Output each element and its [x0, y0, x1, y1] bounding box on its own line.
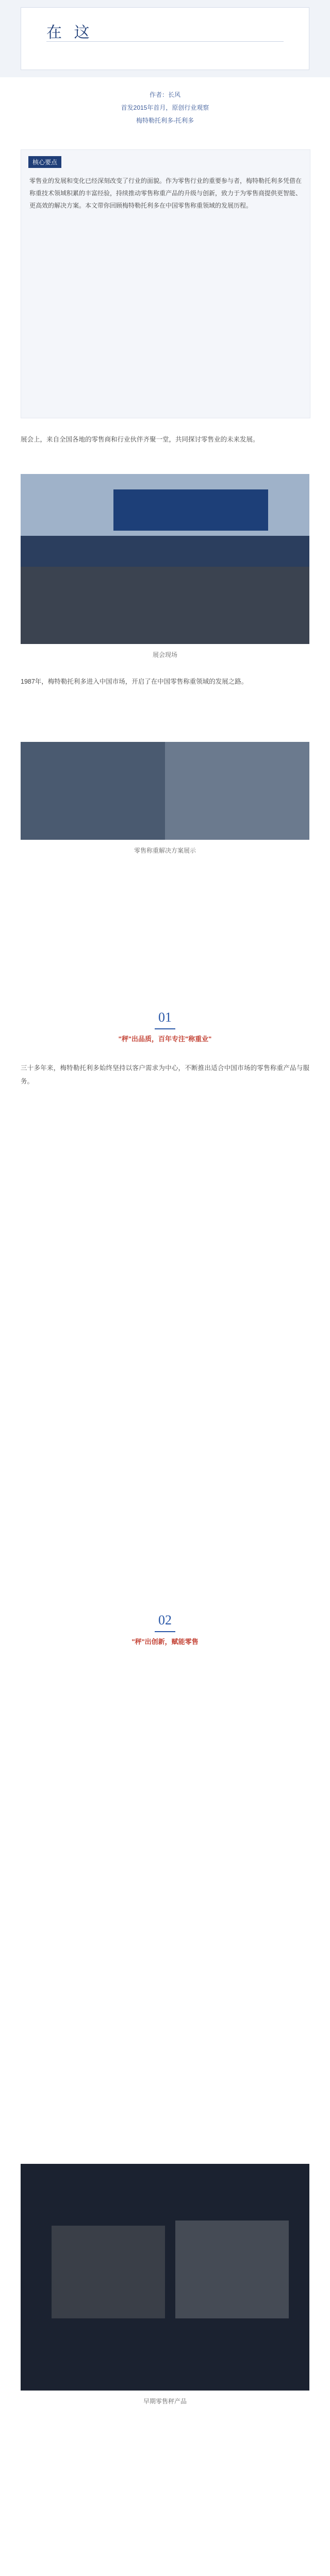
section-number: 01	[158, 1010, 172, 1025]
brand-line: 梅特勒托利多-托利多	[136, 117, 194, 124]
section-header-1	[0, 1010, 330, 1043]
publish-line: 首发2015年首月，原创行业观察	[121, 104, 209, 111]
booth-photo	[21, 742, 309, 840]
section-divider	[155, 1028, 175, 1029]
intro-text: 零售业的发展和变化已经深刻改变了行业的面貌。作为零售行业的重要参与者，梅特勒托利多凭借在称重技术领域积累的丰富经验，持续推动零售称重产品的升级与创新，致力于为零售商提供更智能、更高效的解决方案。本文带你回顾梅特勒托利多在中国零售称重领域的发展历程。	[29, 177, 302, 209]
intro-box	[21, 149, 310, 418]
paragraph-1: 展会上，来自全国各地的零售商和行业伙伴齐聚一堂，共同探讨零售业的未来发展。	[21, 436, 259, 443]
header-banner	[0, 0, 330, 77]
banner-divider	[46, 41, 284, 42]
expo-photo	[21, 474, 309, 644]
section-header-2	[0, 1613, 330, 1646]
intro-tag: 核心要点	[28, 156, 61, 168]
caption-1: 展会现场	[152, 651, 177, 658]
section-divider	[155, 1631, 175, 1632]
author-line: 作者：长风	[149, 91, 180, 98]
page-title: 在 这	[46, 24, 94, 41]
section-title: "秤"出品质，百年专注"称重业"	[118, 1035, 212, 1043]
paragraph-2: 1987年，梅特勒托利多进入中国市场，开启了在中国零售称重领域的发展之路。	[21, 678, 248, 685]
scale-photo	[21, 2164, 309, 2391]
paragraph-3: 三十多年来，梅特勒托利多始终坚持以客户需求为中心，不断推出适合中国市场的零售称重产品与服务。	[21, 1064, 309, 1085]
caption-3: 早期零售秤产品	[143, 2398, 187, 2405]
caption-2: 零售称重解决方案展示	[134, 847, 196, 854]
section-number: 02	[158, 1613, 172, 1628]
section-title: "秤"出创新，赋能零售	[131, 1638, 199, 1646]
